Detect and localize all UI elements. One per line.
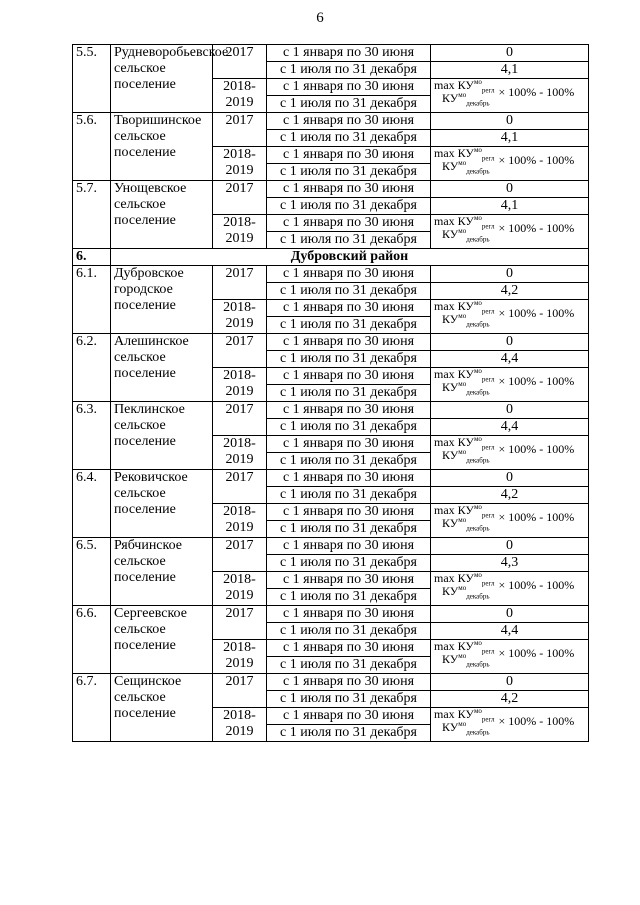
year-cell: 2017	[213, 402, 267, 436]
formula-ku: КУ	[457, 367, 474, 381]
row-number: 5.5.	[73, 45, 111, 113]
year-cell: 2017	[213, 113, 267, 147]
year-cell: 2017	[213, 674, 267, 708]
table-row	[73, 181, 589, 198]
value-cell: 0	[431, 538, 589, 555]
row-number: 6.5.	[73, 538, 111, 606]
value-cell: 0	[431, 402, 589, 419]
period-cell: с 1 января по 30 июня	[267, 402, 431, 419]
formula-superscript: мо	[473, 503, 482, 511]
formula-ku: КУ	[442, 91, 459, 105]
formula-subscript: декабрь	[466, 99, 490, 108]
table-row	[73, 606, 589, 623]
period-cell: с 1 июля по 31 декабря	[267, 232, 431, 249]
settlement-name: Сергеевское сельское поселение	[111, 606, 213, 674]
formula-multiplier: × 100% - 100%	[498, 374, 575, 388]
formula-fraction	[434, 367, 495, 397]
formula-cell	[431, 300, 589, 334]
formula-fraction	[434, 639, 495, 669]
formula-ku: КУ	[457, 639, 474, 653]
formula-subscript: декабрь	[466, 728, 490, 737]
value-cell: 0	[431, 181, 589, 198]
formula-max: max	[434, 367, 455, 381]
period-cell: с 1 июля по 31 декабря	[267, 96, 431, 113]
formula-denominator	[434, 227, 495, 244]
value-cell: 0	[431, 674, 589, 691]
formula-denominator	[434, 448, 495, 465]
value-cell: 4,4	[431, 419, 589, 436]
settlement-name: Сещинское сельское поселение	[111, 674, 213, 742]
settlement-name: Пеклинское сельское поселение	[111, 402, 213, 470]
formula-denominator	[434, 312, 495, 329]
table-row	[73, 113, 589, 130]
formula-cell	[431, 368, 589, 402]
value-cell: 0	[431, 113, 589, 130]
formula-superscript: мо	[458, 448, 467, 456]
period-cell: с 1 января по 30 июня	[267, 708, 431, 725]
formula-ku: КУ	[442, 448, 459, 462]
formula-superscript: мо	[473, 639, 482, 647]
formula-ku: КУ	[457, 78, 474, 92]
formula-ku: КУ	[457, 707, 474, 721]
formula-ku: КУ	[442, 380, 459, 394]
formula-subscript: регл	[481, 715, 495, 724]
formula-max: max	[434, 214, 455, 228]
formula-max: max	[434, 299, 455, 313]
formula-ku: КУ	[442, 227, 459, 241]
formula-ku: КУ	[442, 720, 459, 734]
year-cell: 2018-2019	[213, 147, 267, 181]
table-row	[73, 402, 589, 419]
year-cell: 2017	[213, 470, 267, 504]
formula-superscript: мо	[473, 707, 482, 715]
row-number: 6.4.	[73, 470, 111, 538]
formula-superscript: мо	[458, 380, 467, 388]
year-cell: 2018-2019	[213, 300, 267, 334]
formula-subscript: регл	[481, 307, 495, 316]
tariff-table	[72, 44, 589, 742]
period-cell: с 1 июля по 31 декабря	[267, 351, 431, 368]
period-cell: с 1 января по 30 июня	[267, 113, 431, 130]
formula-ku: КУ	[442, 159, 459, 173]
formula-subscript: декабрь	[466, 167, 490, 176]
row-number: 6.1.	[73, 266, 111, 334]
formula-max: max	[434, 571, 455, 585]
formula-subscript: декабрь	[466, 388, 490, 397]
formula-subscript: декабрь	[466, 456, 490, 465]
formula-cell	[431, 215, 589, 249]
formula-denominator	[434, 380, 495, 397]
value-cell: 4,1	[431, 130, 589, 147]
formula-superscript: мо	[473, 214, 482, 222]
formula-denominator	[434, 91, 495, 108]
formula-fraction	[434, 503, 495, 533]
period-cell: с 1 января по 30 июня	[267, 266, 431, 283]
settlement-name: Рековичское сельское поселение	[111, 470, 213, 538]
formula-cell	[431, 436, 589, 470]
period-cell: с 1 января по 30 июня	[267, 147, 431, 164]
period-cell: с 1 июля по 31 декабря	[267, 487, 431, 504]
section-number: 6.	[73, 249, 111, 266]
formula-ku: КУ	[442, 516, 459, 530]
formula-superscript: мо	[473, 571, 482, 579]
period-cell: с 1 января по 30 июня	[267, 606, 431, 623]
period-cell: с 1 января по 30 июня	[267, 504, 431, 521]
settlement-name: Унощевское сельское поселение	[111, 181, 213, 249]
settlement-name: Дубровское городское поселение	[111, 266, 213, 334]
formula-fraction	[434, 214, 495, 244]
period-cell: с 1 июля по 31 декабря	[267, 130, 431, 147]
table-row	[73, 45, 589, 62]
formula-cell	[431, 708, 589, 742]
formula-max: max	[434, 707, 455, 721]
formula-multiplier: × 100% - 100%	[498, 714, 575, 728]
period-cell: с 1 января по 30 июня	[267, 470, 431, 487]
table-row	[73, 538, 589, 555]
formula-max: max	[434, 435, 455, 449]
period-cell: с 1 июля по 31 декабря	[267, 419, 431, 436]
formula-denominator	[434, 159, 495, 176]
formula-subscript: регл	[481, 579, 495, 588]
formula-denominator	[434, 720, 495, 737]
formula-max: max	[434, 503, 455, 517]
period-cell: с 1 июля по 31 декабря	[267, 198, 431, 215]
year-cell: 2017	[213, 538, 267, 572]
formula-subscript: декабрь	[466, 592, 490, 601]
formula-multiplier: × 100% - 100%	[498, 510, 575, 524]
period-cell: с 1 июля по 31 декабря	[267, 623, 431, 640]
formula-cell	[431, 640, 589, 674]
year-cell: 2018-2019	[213, 504, 267, 538]
formula-fraction	[434, 299, 495, 329]
formula-superscript: мо	[458, 159, 467, 167]
period-cell: с 1 января по 30 июня	[267, 215, 431, 232]
formula-ku: КУ	[442, 652, 459, 666]
value-cell: 4,2	[431, 487, 589, 504]
section-title: Дубровский район	[111, 249, 589, 266]
formula-fraction	[434, 78, 495, 108]
formula-multiplier: × 100% - 100%	[498, 646, 575, 660]
formula-ku: КУ	[457, 503, 474, 517]
period-cell: с 1 июля по 31 декабря	[267, 555, 431, 572]
formula-fraction	[434, 571, 495, 601]
period-cell: с 1 июля по 31 декабря	[267, 317, 431, 334]
formula-subscript: декабрь	[466, 660, 490, 669]
formula-superscript: мо	[458, 91, 467, 99]
period-cell: с 1 января по 30 июня	[267, 538, 431, 555]
value-cell: 0	[431, 45, 589, 62]
formula-subscript: регл	[481, 443, 495, 452]
table-row	[73, 470, 589, 487]
formula-subscript: регл	[481, 86, 495, 95]
settlement-name: Творишинское сельское поселение	[111, 113, 213, 181]
value-cell: 0	[431, 606, 589, 623]
period-cell: с 1 января по 30 июня	[267, 674, 431, 691]
formula-cell	[431, 572, 589, 606]
period-cell: с 1 января по 30 июня	[267, 300, 431, 317]
year-cell: 2018-2019	[213, 708, 267, 742]
row-number: 5.6.	[73, 113, 111, 181]
formula-denominator	[434, 516, 495, 533]
formula-multiplier: × 100% - 100%	[498, 578, 575, 592]
period-cell: с 1 июля по 31 декабря	[267, 283, 431, 300]
period-cell: с 1 июля по 31 декабря	[267, 385, 431, 402]
formula-ku: КУ	[457, 146, 474, 160]
settlement-name: Алешинское сельское поселение	[111, 334, 213, 402]
formula-max: max	[434, 639, 455, 653]
period-cell: с 1 июля по 31 декабря	[267, 589, 431, 606]
formula-superscript: мо	[473, 146, 482, 154]
year-cell: 2018-2019	[213, 79, 267, 113]
formula-cell	[431, 147, 589, 181]
formula-cell	[431, 79, 589, 113]
value-cell: 4,4	[431, 623, 589, 640]
year-cell: 2017	[213, 45, 267, 79]
period-cell: с 1 июля по 31 декабря	[267, 164, 431, 181]
period-cell: с 1 января по 30 июня	[267, 45, 431, 62]
formula-subscript: декабрь	[466, 320, 490, 329]
row-number: 6.3.	[73, 402, 111, 470]
year-cell: 2017	[213, 181, 267, 215]
value-cell: 0	[431, 334, 589, 351]
formula-multiplier: × 100% - 100%	[498, 85, 575, 99]
formula-ku: КУ	[457, 214, 474, 228]
formula-subscript: регл	[481, 511, 495, 520]
period-cell: с 1 января по 30 июня	[267, 334, 431, 351]
value-cell: 4,2	[431, 283, 589, 300]
formula-superscript: мо	[473, 435, 482, 443]
formula-subscript: декабрь	[466, 524, 490, 533]
year-cell: 2018-2019	[213, 368, 267, 402]
section-row	[73, 249, 589, 266]
formula-multiplier: × 100% - 100%	[498, 442, 575, 456]
formula-superscript: мо	[458, 720, 467, 728]
period-cell: с 1 июля по 31 декабря	[267, 691, 431, 708]
formula-multiplier: × 100% - 100%	[498, 221, 575, 235]
formula-denominator	[434, 652, 495, 669]
period-cell: с 1 июля по 31 декабря	[267, 521, 431, 538]
formula-max: max	[434, 146, 455, 160]
year-cell: 2018-2019	[213, 572, 267, 606]
period-cell: с 1 января по 30 июня	[267, 181, 431, 198]
row-number: 6.6.	[73, 606, 111, 674]
formula-fraction	[434, 707, 495, 737]
period-cell: с 1 июля по 31 декабря	[267, 453, 431, 470]
row-number: 6.2.	[73, 334, 111, 402]
formula-multiplier: × 100% - 100%	[498, 153, 575, 167]
formula-max: max	[434, 78, 455, 92]
year-cell: 2017	[213, 334, 267, 368]
period-cell: с 1 июля по 31 декабря	[267, 62, 431, 79]
formula-superscript: мо	[458, 312, 467, 320]
formula-denominator	[434, 584, 495, 601]
formula-subscript: регл	[481, 154, 495, 163]
year-cell: 2018-2019	[213, 640, 267, 674]
formula-superscript: мо	[473, 299, 482, 307]
year-cell: 2017	[213, 266, 267, 300]
formula-fraction	[434, 435, 495, 465]
period-cell: с 1 июля по 31 декабря	[267, 725, 431, 742]
formula-superscript: мо	[458, 652, 467, 660]
formula-ku: КУ	[442, 584, 459, 598]
value-cell: 4,3	[431, 555, 589, 572]
period-cell: с 1 июля по 31 декабря	[267, 657, 431, 674]
value-cell: 0	[431, 266, 589, 283]
page-number: 6	[316, 10, 324, 26]
formula-superscript: мо	[458, 584, 467, 592]
table-row	[73, 334, 589, 351]
formula-subscript: регл	[481, 222, 495, 231]
period-cell: с 1 января по 30 июня	[267, 79, 431, 96]
formula-ku: КУ	[457, 571, 474, 585]
value-cell: 4,1	[431, 198, 589, 215]
formula-subscript: декабрь	[466, 235, 490, 244]
table-row	[73, 266, 589, 283]
value-cell: 0	[431, 470, 589, 487]
year-cell: 2018-2019	[213, 215, 267, 249]
formula-multiplier: × 100% - 100%	[498, 306, 575, 320]
period-cell: с 1 января по 30 июня	[267, 436, 431, 453]
period-cell: с 1 января по 30 июня	[267, 572, 431, 589]
formula-superscript: мо	[473, 367, 482, 375]
period-cell: с 1 января по 30 июня	[267, 640, 431, 657]
row-number: 5.7.	[73, 181, 111, 249]
value-cell: 4,2	[431, 691, 589, 708]
formula-superscript: мо	[458, 227, 467, 235]
formula-superscript: мо	[458, 516, 467, 524]
settlement-name: Рябчинское сельское поселение	[111, 538, 213, 606]
value-cell: 4,1	[431, 62, 589, 79]
period-cell: с 1 января по 30 июня	[267, 368, 431, 385]
formula-subscript: регл	[481, 647, 495, 656]
formula-ku: КУ	[442, 312, 459, 326]
year-cell: 2018-2019	[213, 436, 267, 470]
value-cell: 4,4	[431, 351, 589, 368]
year-cell: 2017	[213, 606, 267, 640]
formula-ku: КУ	[457, 299, 474, 313]
table-row	[73, 674, 589, 691]
row-number: 6.7.	[73, 674, 111, 742]
formula-fraction	[434, 146, 495, 176]
formula-cell	[431, 504, 589, 538]
formula-superscript: мо	[473, 78, 482, 86]
formula-subscript: регл	[481, 375, 495, 384]
formula-ku: КУ	[457, 435, 474, 449]
settlement-name: Рудневоробьевское сельское поселение	[111, 45, 213, 113]
